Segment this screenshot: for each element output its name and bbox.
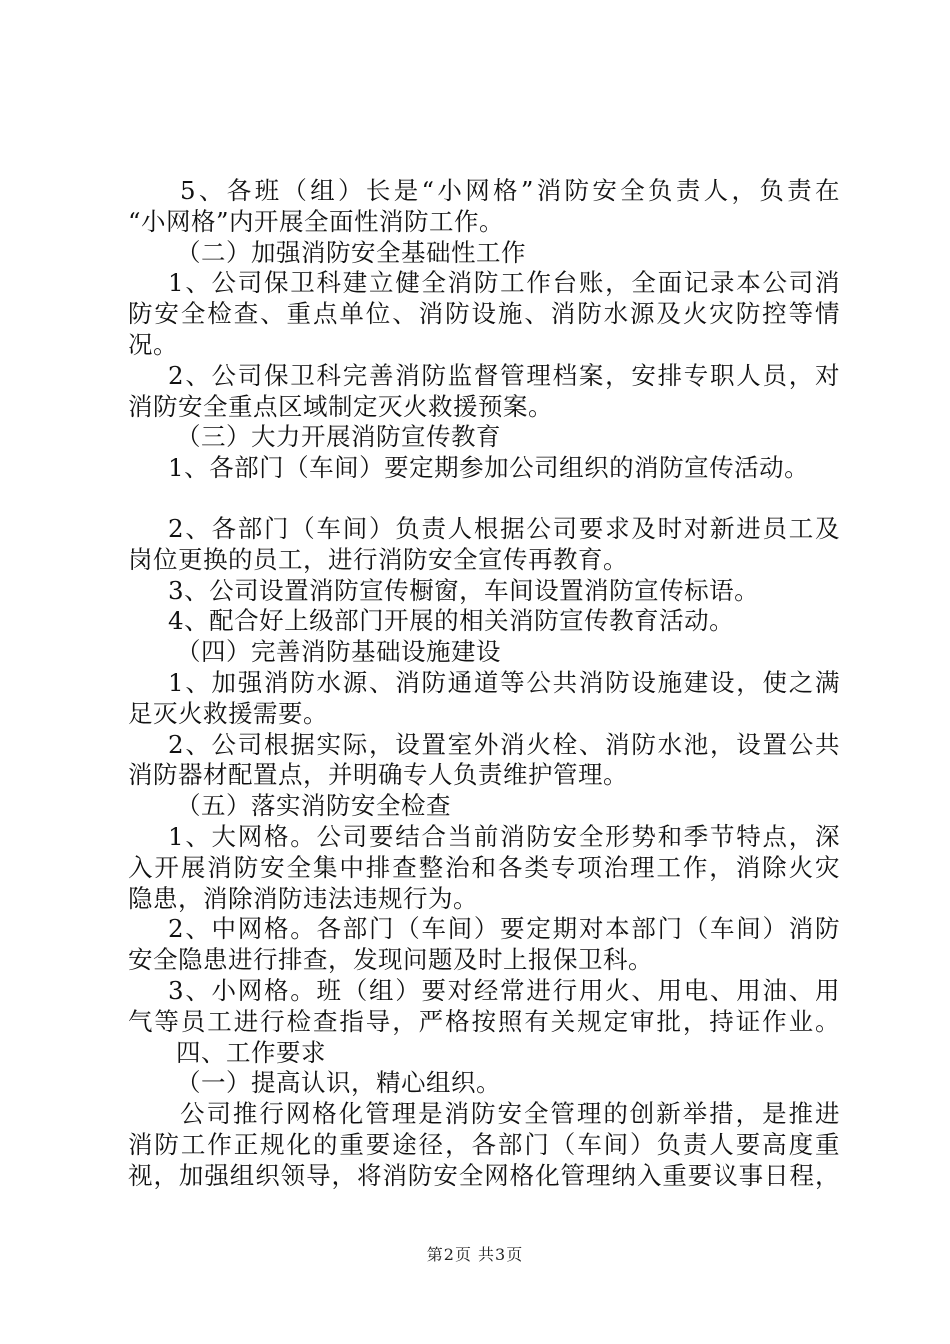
- paragraph-line: 防安全检查、重点单位、消防设施、消防水源及火灾防控等情: [128, 299, 840, 329]
- paragraph-line: 况。: [128, 329, 178, 359]
- paragraph-line: 安全隐患进行排查，发现问题及时上报保卫科。: [128, 945, 653, 975]
- paragraph-line: 2、公司保卫科完善消防监督管理档案，安排专职人员，对: [168, 360, 840, 390]
- paragraph-line: 隐患，消除消防违法违规行为。: [128, 883, 478, 913]
- paragraph-line: 气等员工进行检查指导，严格按照有关规定审批，持证作业。: [128, 1006, 840, 1036]
- section-heading: （四）完善消防基础设施建设: [176, 637, 501, 667]
- paragraph-line: 消防安全重点区域制定灭火救援预案。: [128, 391, 553, 421]
- paragraph-line: 岗位更换的员工，进行消防安全宣传再教育。: [128, 544, 628, 574]
- paragraph-line: 足灭火救援需要。: [128, 698, 328, 728]
- paragraph-line: 3、公司设置消防宣传橱窗，车间设置消防宣传标语。: [168, 575, 760, 605]
- paragraph-line: 4、配合好上级部门开展的相关消防宣传教育活动。: [168, 606, 735, 636]
- paragraph-line: “小网格”内开展全面性消防工作。: [128, 206, 505, 236]
- section-heading: （一）提高认识，精心组织。: [176, 1068, 501, 1098]
- paragraph-line: 2、中网格。各部门（车间）要定期对本部门（车间）消防: [168, 914, 840, 944]
- blank-line: [128, 484, 840, 514]
- document-body: [128, 176, 840, 1192]
- section-heading: （二）加强消防安全基础性工作: [176, 237, 526, 267]
- paragraph-line: 消防工作正规化的重要途径，各部门（车间）负责人要高度重: [128, 1129, 840, 1159]
- section-heading: （五）落实消防安全检查: [176, 791, 451, 821]
- section-heading: 四、工作要求: [176, 1037, 326, 1067]
- paragraph-line: 公司推行网格化管理是消防安全管理的创新举措，是推进: [180, 1099, 840, 1129]
- paragraph-line: 消防器材配置点，并明确专人负责维护管理。: [128, 760, 628, 790]
- paragraph-line: 3、小网格。班（组）要对经常进行用火、用电、用油、用: [168, 975, 840, 1005]
- paragraph-line: 1、公司保卫科建立健全消防工作台账，全面记录本公司消: [168, 268, 840, 298]
- page-number-footer: 第2页 共3页: [426, 1245, 524, 1264]
- paragraph-line: 入开展消防安全集中排查整治和各类专项治理工作，消除火灾: [128, 852, 840, 882]
- paragraph-line: 1、加强消防水源、消防通道等公共消防设施建设，使之满: [168, 667, 840, 697]
- paragraph-line: 5、各班（组）长是“小网格”消防安全负责人，负责在: [180, 176, 840, 205]
- paragraph-line: 1、大网格。公司要结合当前消防安全形势和季节特点，深: [168, 821, 840, 851]
- paragraph-line: 1、各部门（车间）要定期参加公司组织的消防宣传活动。: [168, 453, 810, 483]
- paragraph-line: 视，加强组织领导，将消防安全网格化管理纳入重要议事日程，: [128, 1160, 840, 1190]
- section-heading: （三）大力开展消防宣传教育: [176, 422, 501, 452]
- paragraph-line: 2、公司根据实际，设置室外消火栓、消防水池，设置公共: [168, 729, 840, 759]
- paragraph-line: 2、各部门（车间）负责人根据公司要求及时对新进员工及: [168, 513, 840, 543]
